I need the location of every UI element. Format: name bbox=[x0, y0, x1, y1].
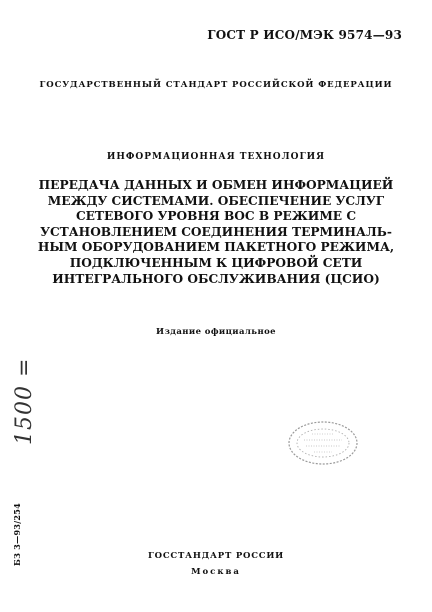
side-code: БЗ 3—93/254 bbox=[12, 502, 22, 566]
title-line: ИНТЕГРАЛЬНОГО ОБСЛУЖИВАНИЯ (ЦСИО) bbox=[52, 271, 380, 286]
document-title bbox=[20, 178, 412, 287]
title-line: СЕТЕВОГО УРОВНЯ ВОС В РЕЖИМЕ С bbox=[75, 209, 357, 224]
publisher: ГОССТАНДАРТ РОССИИ bbox=[147, 551, 285, 561]
title-line: НЫМ ОБОРУДОВАНИЕМ ПАКЕТНОГО РЕЖИМА, bbox=[37, 240, 395, 255]
title-line: МЕЖДУ СИСТЕМАМИ. ОБЕСПЕЧЕНИЕ УСЛУГ bbox=[47, 193, 385, 208]
stamp-graphic bbox=[286, 418, 360, 468]
edition-label: Издание официальное bbox=[156, 327, 276, 337]
publication-city: Москва bbox=[191, 567, 241, 577]
title-line: ПОДКЛЮЧЕННЫМ К ЦИФРОВОЙ СЕТИ bbox=[69, 255, 363, 270]
section-title: ИНФОРМАЦИОННАЯ ТЕХНОЛОГИЯ bbox=[106, 152, 326, 162]
title-line: ПЕРЕДАЧА ДАННЫХ И ОБМЕН ИНФОРМАЦИЕЙ bbox=[38, 178, 394, 192]
library-stamp bbox=[286, 418, 360, 468]
standard-number: ГОСТ Р ИСО/МЭК 9574—93 bbox=[207, 28, 402, 42]
state-standard-header: ГОСУДАРСТВЕННЫЙ СТАНДАРТ РОССИЙСКОЙ ФЕДЕРАЦИИ bbox=[39, 80, 393, 90]
title-line: УСТАНОВЛЕНИЕМ СОЕДИНЕНИЯ ТЕРМИНАЛЬ- bbox=[40, 224, 392, 239]
handwritten-mark: 1500 = bbox=[12, 357, 37, 445]
